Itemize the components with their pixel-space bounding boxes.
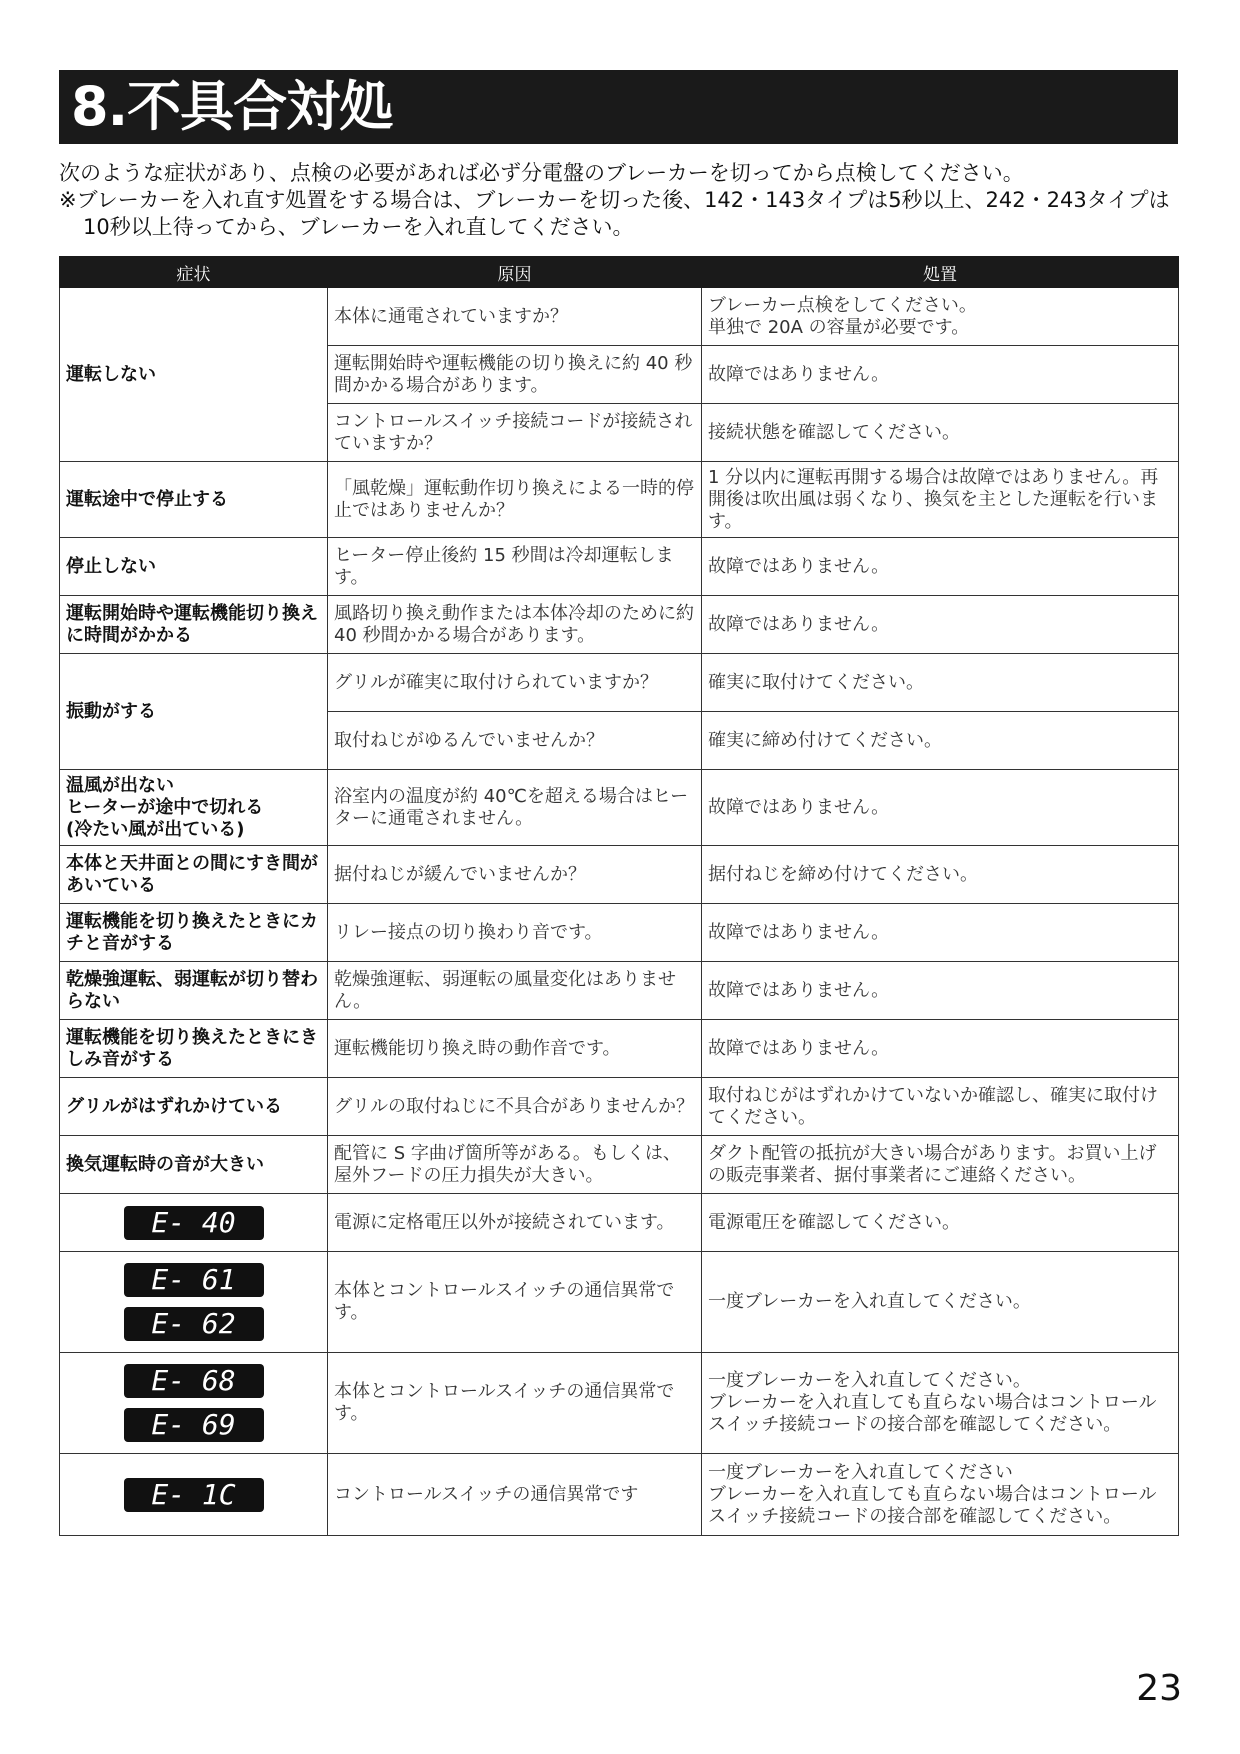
intro-line: 次のような症状があり、点検の必要があれば必ず分電盤のブレーカーを切ってから点検してください。 [59,161,1024,185]
error-code-cell [60,1252,328,1353]
header-symptom: 症状 [60,257,328,288]
page-number: 23 [1136,1668,1182,1709]
intro-text [59,160,1184,241]
error-code-display: E- 40 [124,1206,264,1240]
cause-cell: 浴室内の温度が約 40℃を超える場合はヒーターに通電されません。 [328,770,702,846]
table-row [60,1136,1179,1194]
symptom-cell: 運転機能を切り換えたときにきしみ音がする [60,1020,328,1078]
cause-cell: 風路切り換え動作または本体冷却のために約 40 秒間かかる場合があります。 [328,596,702,654]
table-row [60,1020,1179,1078]
table-row [60,904,1179,962]
table-row [60,962,1179,1020]
cause-cell: 取付ねじがゆるんでいませんか？ [328,712,702,770]
cause-cell: ヒーター停止後約 15 秒間は冷却運転します。 [328,538,702,596]
cause-cell: 運転機能切り換え時の動作音です。 [328,1020,702,1078]
error-code-cell [60,1353,328,1454]
remedy-cell: 故障ではありません。 [702,538,1179,596]
remedy-cell: 故障ではありません。 [702,1020,1179,1078]
error-code-display: E- 1C [124,1478,264,1512]
error-code-cell [60,1454,328,1536]
cause-cell: 本体とコントロールスイッチの通信異常です。 [328,1353,702,1454]
section-title-bar [59,70,1178,144]
cause-cell: 本体とコントロールスイッチの通信異常です。 [328,1252,702,1353]
remedy-cell: 故障ではありません。 [702,346,1179,404]
cause-cell: 本体に通電されていますか？ [328,288,702,346]
symptom-cell: 本体と天井面との間にすき間があいている [60,846,328,904]
cause-cell: コントロールスイッチの通信異常です [328,1454,702,1536]
header-remedy: 処置 [702,257,1179,288]
cause-cell: 乾燥強運転、弱運転の風量変化はありません。 [328,962,702,1020]
remedy-cell: 故障ではありません。 [702,904,1179,962]
table-row [60,1454,1179,1536]
table-row [60,1353,1179,1454]
table-row [60,1194,1179,1252]
table-header-row [60,257,1179,288]
remedy-cell: 故障ではありません。 [702,962,1179,1020]
remedy-cell: 据付ねじを締め付けてください。 [702,846,1179,904]
remedy-cell: 確実に締め付けてください。 [702,712,1179,770]
section-title: 8.不具合対処 [71,75,393,138]
symptom-cell: 運転開始時や運転機能切り換えに時間がかかる [60,596,328,654]
remedy-cell: 電源電圧を確認してください。 [702,1194,1179,1252]
remedy-cell: 一度ブレーカーを入れ直してください。 ブレーカーを入れ直しても直らない場合はコントロールスイッチ接続コードの接合部を確認してください。 [702,1353,1179,1454]
header-cause: 原因 [328,257,702,288]
table-row [60,1078,1179,1136]
remedy-cell: 確実に取付けてください。 [702,654,1179,712]
cause-cell: リレー接点の切り換わり音です。 [328,904,702,962]
intro-note: ※ブレーカーを入れ直す処置をする場合は、ブレーカーを切った後、142・143タイプは5秒以上、242・243タイプは10秒以上待ってから、ブレーカーを入れ直してください。 [59,188,1170,239]
error-code-display: E- 62 [124,1307,264,1341]
remedy-cell: 故障ではありません。 [702,596,1179,654]
remedy-cell: ブレーカー点検をしてください。 単独で 20A の容量が必要です。 [702,288,1179,346]
table-row [60,846,1179,904]
table-row [60,770,1179,846]
cause-cell: グリルの取付ねじに不具合がありませんか？ [328,1078,702,1136]
cause-cell: 運転開始時や運転機能の切り換えに約 40 秒間かかる場合があります。 [328,346,702,404]
troubleshooting-table [59,256,1179,1536]
cause-cell: 電源に定格電圧以外が接続されています。 [328,1194,702,1252]
cause-cell: グリルが確実に取付けられていますか？ [328,654,702,712]
error-code-display: E- 68 [124,1364,264,1398]
cause-cell: 配管に S 字曲げ箇所等がある。もしくは、屋外フードの圧力損失が大きい。 [328,1136,702,1194]
table-row [60,654,1179,712]
remedy-cell: 接続状態を確認してください。 [702,404,1179,462]
symptom-cell: 運転途中で停止する [60,462,328,538]
symptom-cell: 停止しない [60,538,328,596]
remedy-cell: 1 分以内に運転再開する場合は故障ではありません。再開後は吹出風は弱くなり、換気を主とした運転を行います。 [702,462,1179,538]
table-row [60,596,1179,654]
cause-cell: コントロールスイッチ接続コードが接続されていますか？ [328,404,702,462]
cause-cell: 「風乾燥」運転動作切り換えによる一時的停止ではありませんか？ [328,462,702,538]
symptom-cell: グリルがはずれかけている [60,1078,328,1136]
symptom-cell: 温風が出ない ヒーターが途中で切れる (冷たい風が出ている) [60,770,328,846]
remedy-cell: 一度ブレーカーを入れ直してください。 [702,1252,1179,1353]
error-code-display: E- 69 [124,1408,264,1442]
cause-cell: 据付ねじが緩んでいませんか？ [328,846,702,904]
symptom-cell: 運転機能を切り換えたときにカチと音がする [60,904,328,962]
table-row [60,462,1179,538]
symptom-cell: 運転しない [60,288,328,462]
table-row [60,288,1179,346]
remedy-cell: 故障ではありません。 [702,770,1179,846]
symptom-cell: 振動がする [60,654,328,770]
error-code-display: E- 61 [124,1263,264,1297]
remedy-cell: 一度ブレーカーを入れ直してください ブレーカーを入れ直しても直らない場合はコントロールスイッチ接続コードの接合部を確認してください。 [702,1454,1179,1536]
error-code-cell [60,1194,328,1252]
symptom-cell: 乾燥強運転、弱運転が切り替わらない [60,962,328,1020]
remedy-cell: ダクト配管の抵抗が大きい場合があります。お買い上げの販売事業者、据付事業者にご連絡ください。 [702,1136,1179,1194]
symptom-cell: 換気運転時の音が大きい [60,1136,328,1194]
table-row [60,1252,1179,1353]
table-row [60,538,1179,596]
remedy-cell: 取付ねじがはずれかけていないか確認し、確実に取付けてください。 [702,1078,1179,1136]
